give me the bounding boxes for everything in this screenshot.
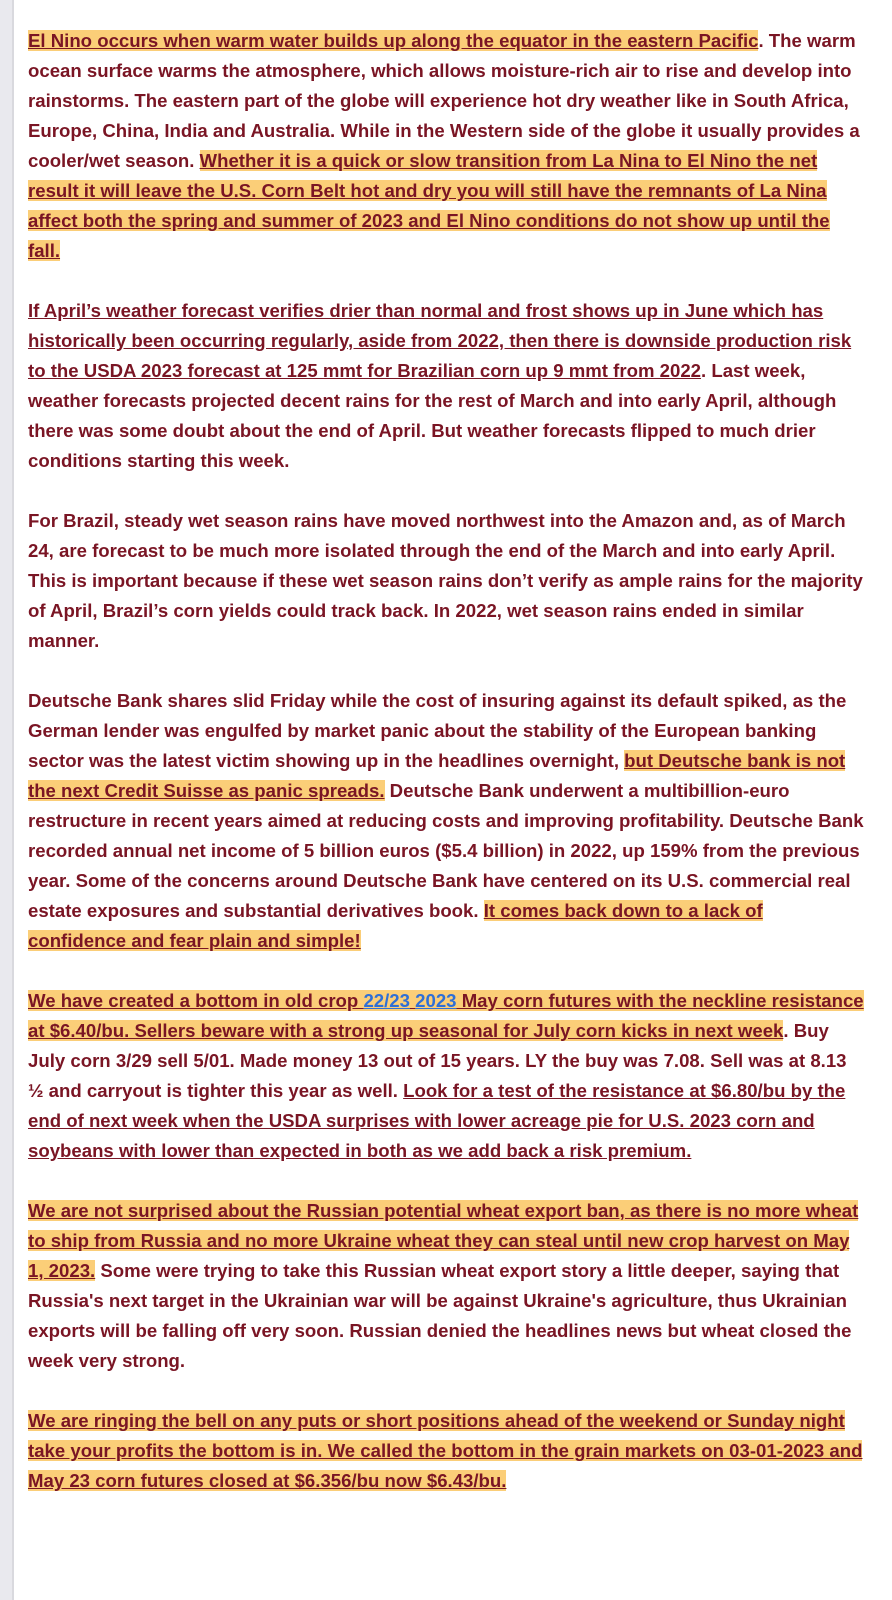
paragraph-deutsche-bank bbox=[28, 686, 866, 956]
underline-brazil-production-risk: If April’s weather forecast verifies drier than normal and frost shows up in June which has historically been occurring regularly, aside from 2022, then there is downside production risk to the USDA 2023 forecast at 125 mmt for Brazilian corn up 9 mmt from 2022 bbox=[28, 300, 852, 381]
highlight-ringing-bell: We are ringing the bell on any puts or short positions ahead of the weekend or Sunday night take your profits the bottom is in. We called the bottom in the grain markets on 03-01-2023 and May 23 corn futures closed at $6.356/bu now $6.43/bu. bbox=[28, 1410, 863, 1491]
article-body bbox=[28, 26, 866, 1526]
highlight-lack-of-confidence: It comes back down to a lack of confidence and fear plain and simple! bbox=[28, 900, 763, 951]
paragraph-russian-wheat bbox=[28, 1196, 866, 1376]
text-brazil-rains: For Brazil, steady wet season rains have moved northwest into the Amazon and, as of March 24, are forecast to be much more isolated through the end of the March and into early April. This is important because if these wet season rains don’t verify as ample rains for the majority of April, Brazil’s corn yields could track back. In 2022, wet season rains ended in similar manner. bbox=[28, 510, 863, 651]
highlight-not-credit-suisse: but Deutsche bank is not the next Credit Suisse as panic spreads. bbox=[28, 750, 846, 801]
text-deutsche-bank-intro: Deutsche Bank shares slid Friday while the cost of insuring against its default spiked, as the German lender was engulfed by market panic about the stability of the European banking sector was the latest victim showing up in the headlines overnight, bbox=[28, 690, 847, 771]
highlight-russian-wheat-ban: We are not surprised about the Russian potential wheat export ban, as there is no more wheat to ship from Russia and no more Ukraine wheat they can steal until new crop harvest on May 1, 2023. bbox=[28, 1200, 859, 1281]
highlight-corn-bottom bbox=[28, 990, 864, 1041]
link-22-23[interactable]: 22/23 bbox=[363, 990, 410, 1011]
text-russian-wheat-story: Some were trying to take this Russian wheat export story a little deeper, saying that Russia's next target in the Ukrainian war will be against Ukraine's agriculture, thus Ukrainian exports will be falling off very soon. Russian denied the headlines news but wheat closed the week very strong. bbox=[28, 1260, 852, 1371]
highlight-corn-belt-outlook: Whether it is a quick or slow transition from La Nina to El Nino the net result it will leave the U.S. Corn Belt hot and dry you will still have the remnants of La Nina affect both the spring and summer of 2023 and El Nino conditions do not show up until the fall. bbox=[28, 150, 830, 261]
link-2023[interactable]: 2023 bbox=[415, 990, 457, 1011]
text-el-nino-explanation: . The warm ocean surface warms the atmosphere, which allows moisture-rich air to rise and develop into rainstorms. The eastern part of the globe will experience hot dry weather like in South Africa, Europe, China, India and Australia. While in the Western side of the globe it usually provides a cooler/wet season. bbox=[28, 30, 860, 171]
paragraph-corn-bottom bbox=[28, 986, 866, 1166]
underline-resistance-test: Look for a test of the resistance at $6.80/bu by the end of next week when the USDA surprises with lower acreage pie for U.S. 2023 corn and soybeans with lower than expected in both as we add back a risk premium. bbox=[28, 1080, 846, 1161]
paragraph-el-nino bbox=[28, 26, 866, 266]
text-buy-july-corn: . Buy July corn 3/29 sell 5/01. Made money 13 out of 15 years. LY the buy was 7.08. Sell was at 8.13 ½ and carryout is tighter this year as well. bbox=[28, 1020, 847, 1101]
text-weather-forecasts: . Last week, weather forecasts projected decent rains for the rest of March and into early April, although there was some doubt about the end of April. But weather forecasts flipped to much drier conditions starting this week. bbox=[28, 360, 837, 471]
paragraph-brazil-rains bbox=[28, 506, 866, 656]
highlight-el-nino-definition: El Nino occurs when warm water builds up along the equator in the eastern Pacific bbox=[28, 30, 759, 51]
paragraph-ringing-bell bbox=[28, 1406, 866, 1496]
paragraph-april-forecast bbox=[28, 296, 866, 476]
text-deutsche-bank-details: Deutsche Bank underwent a multibillion-euro restructure in recent years aimed at reducing costs and improving profitability. Deutsche Bank recorded annual net income of 5 billion euros ($5.4 billion) in 2022, up 159% from the previous year. Some of the concerns around Deutsche Bank have centered on its U.S. commercial real estate exposures and substantial derivatives book. bbox=[28, 780, 864, 921]
left-margin-bar bbox=[0, 0, 14, 1600]
text-neckline-resistance: May corn futures with the neckline resistance at $6.40/bu. Sellers beware with a strong up seasonal for July corn kicks in next week bbox=[28, 990, 864, 1041]
text-old-crop-prefix: We have created a bottom in old crop bbox=[28, 990, 364, 1011]
